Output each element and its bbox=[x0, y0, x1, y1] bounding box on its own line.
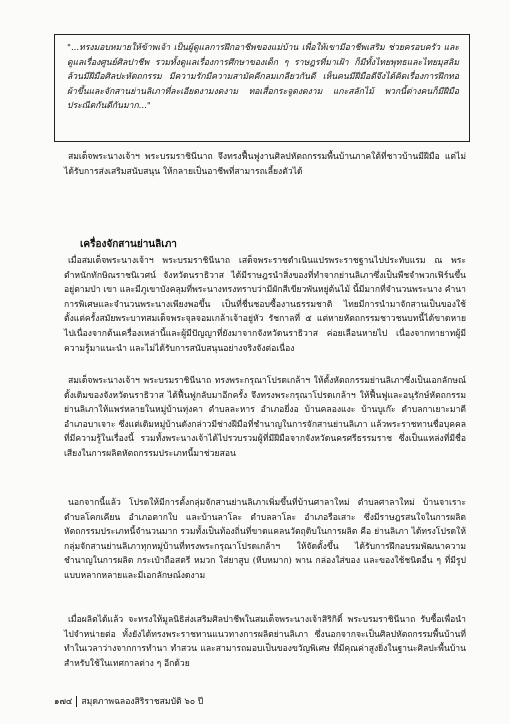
royal-quote: "...ทรงมอบหมายให้ข้าพเจ้า เป็นผู้ดูแลการฝึกอาชีพของแม่บ้าน เพื่อให้เขามีอาชีพเสริม ช่วยครอบครัว และดูแลเรื่องศูนย์ศิลปาชีพ รวมทั้งดูแลเรื่องการศึกษาของเด็ก ๆ ราษฎรที่มาเฝ้า ก็มีทั้งไทยพุทธและไทยมุสลิม ล้วนมีฝีมือศิลปะหัตถกรรม มีความรักมีความสามัคคีกลมเกลียวกันดี เห็นคนมีฝีมือดีจึงได้คิดเรื่องการฝึกทอผ้าขึ้นและจักสานย่านลิเภาที่ละเอียดงามงดงาม ทอเสื่อกระจูดงดงาม แกะสลักไม้ พวกนี้ต่างคนก็มีฝีมือประณีตกันดีกันมาก..." bbox=[67, 43, 459, 112]
quote-box bbox=[54, 34, 470, 142]
body-paragraph-2: สมเด็จพระนางเจ้าฯ พระบรมราชินีนาถ ทรงพระกรุณาโปรดเกล้าฯ ให้ตั้งหัตถกรรมย่านลิเภาซึ่งเป็นเอกลักษณ์ดั้งเดิมของจังหวัดนราธิวาส ได้ฟื้นฟูกลับมาอีกครั้ง จึงทรงพระกรุณาโปรดเกล้าฯ ให้ฟื้นฟูและอนุรักษ์หัตถกรรมย่านลิเภาให้แพร่หลายในหมู่บ้านทุ่งคา ตำบลละหาร อำเภอยี่งอ บ้านคลองแงะ บ้านบูเก๊ะ ตำบลกาเยาะมาตี อำเภอบาเจาะ ซึ่งแต่เดิมหมู่บ้านดังกล่าวมีช่างฝีมือที่ชำนาญในการจักสานย่านลิเภา แล้วพระราชทานชื่อบุคคลที่มีความรู้ในเรื่องนี้ รวมทั้งพระนางเจ้าได้ไปรวบรวมผู้ที่มีฝีมือจากจังหวัดนครศรีธรรมราช ซึ่งเป็นแหล่งที่มีชื่อเสียงในการผลิตหัตถกรรมประเภทนี้มาช่วยสอน bbox=[64, 376, 466, 459]
footer-divider bbox=[76, 696, 77, 707]
body-paragraph-3: นอกจากนี้แล้ว โปรดให้มีการตั้งกลุ่มจักสานย่านลิเภาเพิ่มขึ้นที่บ้านศาลาใหม่ ตำบลศาลาใหม่ บ้านจาเราะ ตำบลโคกเคียน อำเภอตากใบ และบ้านลาโละ ตำบลลาโละ อำเภอรือเสาะ ซึ่งมีราษฎรสนใจในการผลิตหัตถกรรมประเภทนี้จำนวนมาก รวมทั้งเป็นท้องถิ่นที่ขาดแคลนวัตถุดิบในการผลิต คือ ย่านลิเภา ได้ทรงโปรดให้กลุ่มจักสานย่านลิเภาทุกหมู่บ้านที่ทรงพระกรุณาโปรดเกล้าฯ ให้จัดตั้งขึ้น ได้รับการฝึกอบรมพัฒนาความชำนาญในการผลิต กระเป๋าถือสตรี หมวก ใส่ยาสูบ (หีบหมาก) พาน กล่องใส่ของ และของใช้ชนิดอื่น ๆ ที่มีรูปแบบหลากหลายและมีเอกลักษณ์งดงาม bbox=[64, 498, 466, 581]
page-footer bbox=[54, 694, 203, 708]
section-title: เครื่องจักสานย่านลิเภา bbox=[80, 239, 177, 250]
body-paragraph-1: เมื่อสมเด็จพระนางเจ้าฯ พระบรมราชินีนาถ เสด็จพระราชดำเนินแปรพระราชฐานไปประทับแรม ณ พระตำหนักทักษิณราชนิเวศน์ จังหวัดนราธิวาส ได้มีราษฎรนำสิ่งของที่ทำจากย่านลิเภาซึ่งเป็นพืชจำพวกเฟิร์นขึ้นอยู่ตามป่า เขา และมีภูเขาบังคลุมที่พระนางทรงทราบว่ามีผักสีเขียวพันหยู่ต้นไม้ นี้มีมากที่จำนวนพระนาง คำนาการพิเศษและจำนวนพระนางเพียงพอขึ้น เป็นที่ชื่นชอบซื้องานธรรมชาติ ไทยมีการนำมาจักสานเป็นของใช้ตั้งแต่ครั้งสมัยพระบาทสมเด็จพระจุลจอมเกล้าเจ้าอยู่หัว รัชกาลที่ ๕ แต่หายหัตถกรรมชาวชนบทนี้ได้ขาดหายไปเนื่องจากต้นเครื่องเหล่านี้และผู้มีปัญญาที่ยังมาจากจังหวัดนราธิวาส ค่อยเลือนหายไป เนื่องจากทายาทผู้มีความรู้มาแนะนำ และไม่ได้รับการสนับสนุนอย่างจริงจังต่อเนื่อง bbox=[64, 256, 466, 354]
book-title: สมุดภาพฉลองสิริราชสมบัติ ๖๐ ปี bbox=[81, 697, 204, 707]
page-number: ๑๗๔ bbox=[54, 697, 73, 707]
body-paragraph-4: เมื่อผลิตได้แล้ว จะทรงให้มูลนิธิส่งเสริมศิลปาชีพในสมเด็จพระนางเจ้าสิริกิติ์ พระบรมราชินีนาถ รับซื้อเพื่อนำไปจำหน่ายต่อ ทั้งยังได้ทรงพระราชทานแนวทางการผลิตย่านลิเภา ซึ่งนอกจากจะเป็นศิลปหัตถกรรมพื้นบ้านที่ทำในเวลาว่างจากการทำนา ทำสวน และสามารถมอบเป็นของขวัญพิเศษ ที่มีคุณค่าสูงยิ่งในฐานะศิลปะพื้นบ้าน สำหรับใช้ในเทศกาลต่าง ๆ อีกด้วย bbox=[64, 615, 466, 669]
intro-paragraph: สมเด็จพระนางเจ้าฯ พระบรมราชินีนาถ จึงทรงฟื้นฟูงานศิลปหัตถกรรมพื้นบ้านภาคใต้ที่ชาวบ้านมีฝีมือ แต่ไม่ได้รับการส่งเสริมสนับสนุน ให้กลายเป็นอาชีพที่สามารถเลี้ยงตัวได้ bbox=[64, 152, 466, 177]
